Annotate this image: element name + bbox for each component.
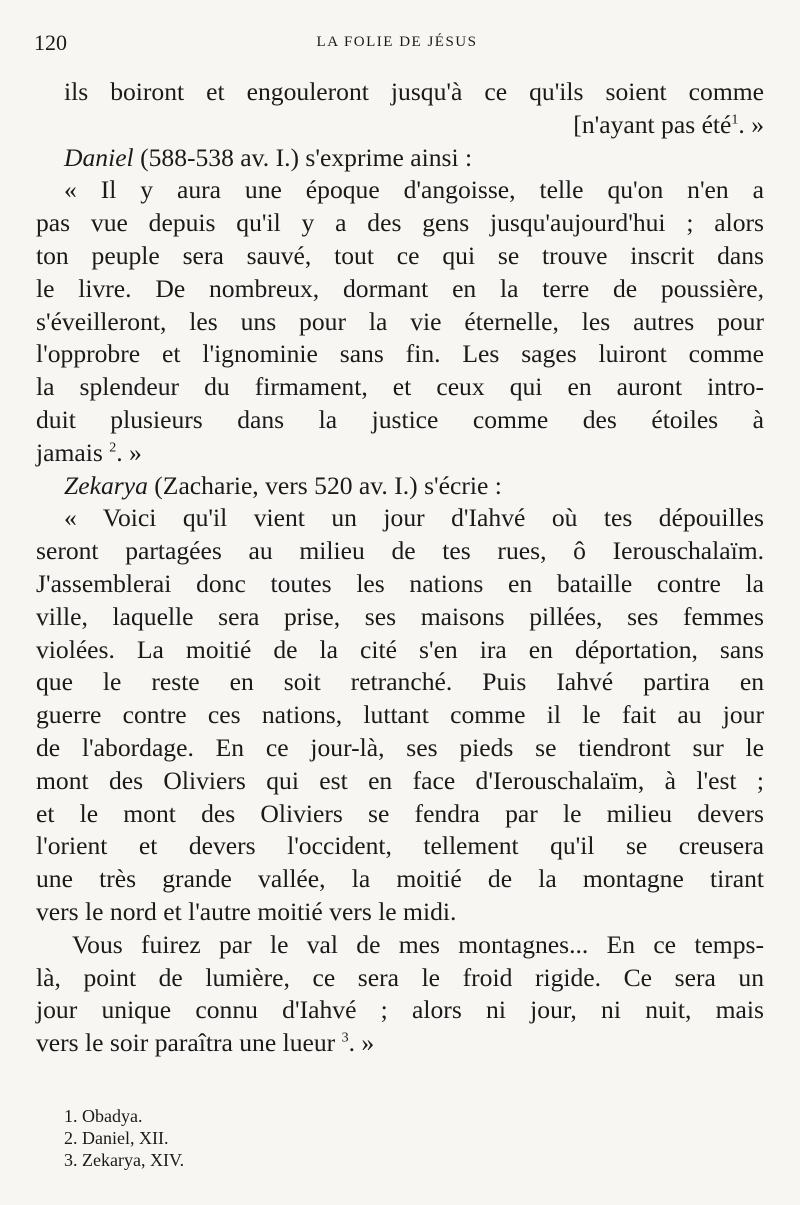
text-line: J'assemblerai donc toutes les nations en bataille contre la: [36, 568, 764, 598]
footnote-ref: 1: [731, 112, 739, 128]
text-line: pas vue depuis qu'il y a des gens jusqu'aujourd'hui ; alors: [36, 208, 764, 238]
footnotes: [64, 1105, 184, 1171]
text-line: [n'ayant pas été$^1$. »: [573, 109, 764, 139]
page-number: 120: [34, 30, 67, 55]
text-line: Zekarya (Zacharie, vers 520 av. I.) s'écrie :: [64, 470, 502, 500]
body-text: [36, 76, 764, 1060]
text-line: et le mont des Oliviers se fendra par le milieu devers: [36, 798, 764, 828]
running-head: [34, 30, 760, 60]
text-line: de l'abordage. En ce jour-là, ses pieds se tiendront sur le: [36, 732, 764, 762]
text-line: vers le soir paraîtra une lueur $^3$. »: [36, 1028, 375, 1058]
text-line: Vous fuirez par le val de mes montagnes... En ce temps-: [72, 929, 764, 959]
footnote: 2. Daniel, XII.: [64, 1128, 169, 1148]
text-line: « Il y aura une époque d'angoisse, telle qu'on n'en a: [64, 175, 764, 205]
author-name: Daniel: [64, 142, 134, 172]
running-title: LA FOLIE DE JÉSUS: [316, 34, 478, 50]
text-line: là, point de lumière, ce sera le froid rigide. Ce sera un: [36, 962, 764, 992]
text-line: violées. La moitié de la cité s'en ira en déportation, sans: [36, 634, 764, 664]
text-line: le livre. De nombreux, dormant en la terre de poussière,: [36, 273, 764, 303]
text-line: la splendeur du firmament, et ceux qui en auront intro-: [36, 372, 764, 402]
text-line: s'éveilleront, les uns pour la vie éternelle, les autres pour: [36, 306, 764, 336]
text-line: « Voici qu'il vient un jour d'Iahvé où tes dépouilles: [64, 503, 764, 533]
text-line: ils boiront et engouleront jusqu'à ce qu'ils soient comme: [64, 77, 764, 106]
text-line: une très grande vallée, la moitié de la montagne tirant: [36, 864, 764, 894]
text-line: vers le nord et l'autre moitié vers le midi.: [36, 896, 457, 926]
footnote-ref: 3: [341, 1030, 349, 1046]
author-name: Zekarya: [64, 470, 148, 500]
text-line: Daniel (588-538 av. I.) s'exprime ainsi :: [64, 142, 473, 172]
text-line: l'orient et devers l'occident, tellement qu'il se creusera: [36, 831, 764, 861]
text-line: l'opprobre et l'ignominie sans fin. Les sages luiront comme: [36, 339, 764, 369]
footnote-ref: 2: [109, 440, 117, 456]
text-line: jamais $^2$. »: [36, 437, 142, 467]
text-line: seront partagées au milieu de tes rues, ô Ierouschalaïm.: [36, 536, 764, 566]
text-line: ville, laquelle sera prise, ses maisons pillées, ses femmes: [36, 601, 764, 631]
text-line: jour unique connu d'Iahvé ; alors ni jour, ni nuit, mais: [36, 995, 764, 1025]
text-line: mont des Oliviers qui est en face d'Ierouschalaïm, à l'est ;: [36, 765, 764, 795]
footnote: 1. Obadya.: [64, 1106, 143, 1126]
footnote: 3. Zekarya, XIV.: [64, 1150, 185, 1170]
text-line: ton peuple sera sauvé, tout ce qui se trouve inscrit dans: [36, 240, 764, 270]
text-line: guerre contre ces nations, luttant comme il le fait au jour: [36, 700, 764, 730]
text-line: que le reste en soit retranché. Puis Iahvé partira en: [36, 667, 764, 697]
text-line: duit plusieurs dans la justice comme des étoiles à: [36, 404, 764, 434]
